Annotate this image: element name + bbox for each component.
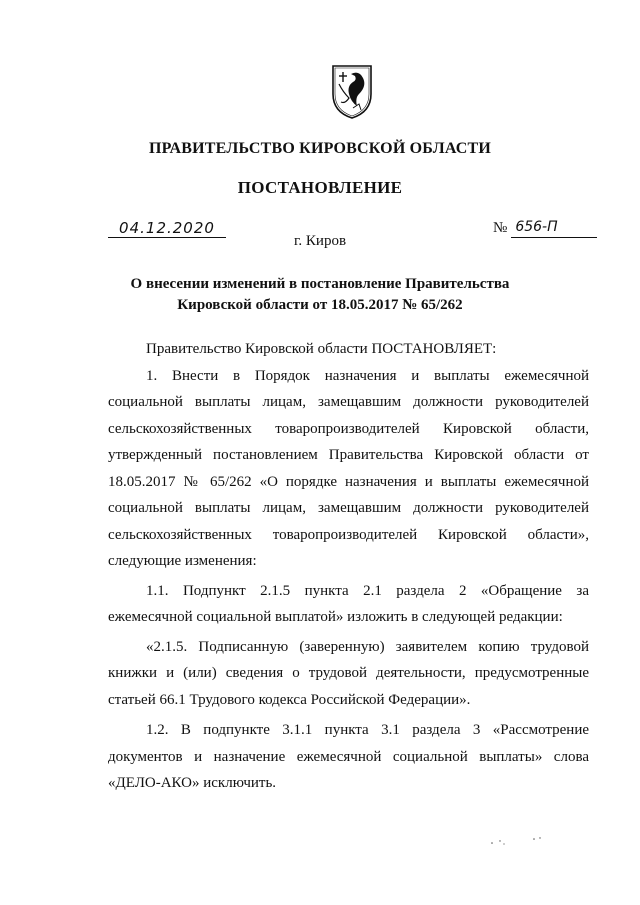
body-paragraph-1-2: 1.2. В подпункте 3.1.1 пункта 3.1 раздела 3 «Рассмотрение документов и назначение ежемесячной социальной выплаты» слова «ДЕЛО-АКО» исключить. xyxy=(108,722,589,791)
body-paragraph-quote: «2.1.5. Подписанную (заверенную) заявителем копию трудовой книжки и (или) сведения о трудовой деятельности, предусмотренные статьей 66.1 Трудового кодекса Российской Федерации». xyxy=(108,638,589,708)
body-paragraph-intro: Правительство Кировской области ПОСТАНОВЛЯЕТ: xyxy=(146,341,497,357)
document-subject xyxy=(108,274,532,316)
body-paragraph-1: 1. Внести в Порядок назначения и выплаты ежемесячной социальной выплаты лицам, замещавшим должности руководителей сельскохозяйственных товаропроизводителей Кировской области, утвержденный постановлением Правительства Кировской области от 18.05.2017 № 65/262 «О порядке назначения и выплаты ежемесячной социальной выплаты лицам, замещавшим должности руководителей сельскохозяйственных товаропроизводителей Кировской области», следующие изменения: xyxy=(108,367,589,569)
document-number: 656-П xyxy=(511,218,597,238)
document-city: г. Киров xyxy=(293,233,347,249)
subject-line-2: Кировской области от 18.05.2017 № 65/262 xyxy=(177,297,463,313)
coat-of-arms-icon xyxy=(329,64,375,120)
scan-specks xyxy=(486,835,546,849)
document-type-title: ПОСТАНОВЛЕНИЕ xyxy=(237,178,403,197)
document-date: 04.12.2020 xyxy=(108,219,226,238)
document-body xyxy=(108,336,589,797)
subject-line-1: О внесении изменений в постановление Правительства xyxy=(130,276,510,292)
number-sign: № xyxy=(493,220,508,236)
organization-title: ПРАВИТЕЛЬСТВО КИРОВСКОЙ ОБЛАСТИ xyxy=(148,140,492,157)
body-paragraph-1-1: 1.1. Подпункт 2.1.5 пункта 2.1 раздела 2 «Обращение за ежемесячной социальной выплатой» изложить в следующей редакции: xyxy=(108,582,589,625)
